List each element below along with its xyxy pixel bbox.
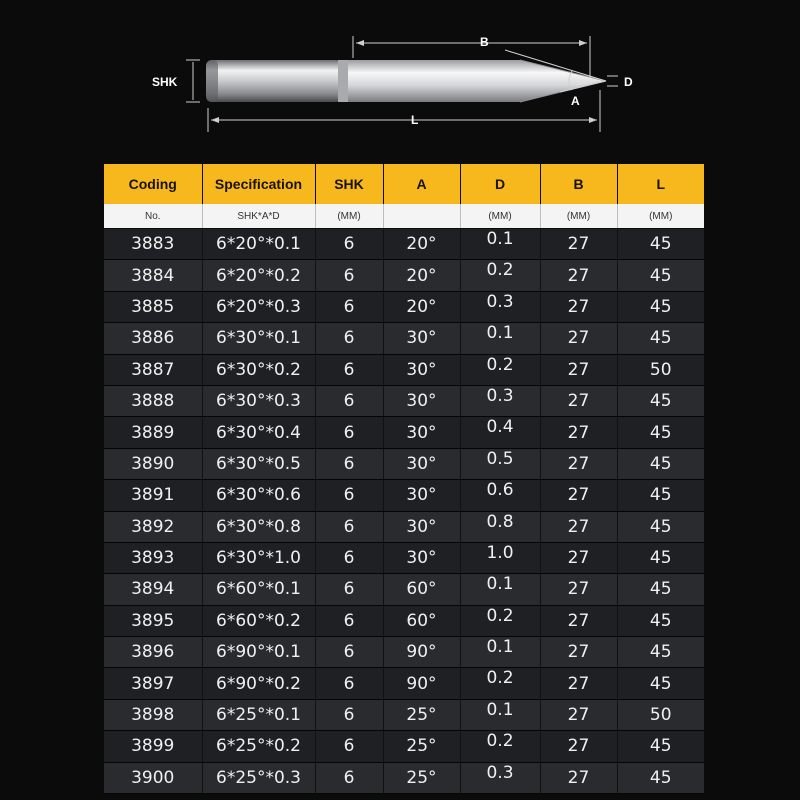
cell-b: 27: [540, 385, 617, 416]
cell-b: 27: [540, 762, 617, 793]
cell-l: 45: [617, 385, 704, 416]
cell-d: 0.2: [460, 668, 540, 699]
header-coding: Coding: [104, 164, 202, 204]
cell-specification: 6*90°*0.2: [202, 668, 315, 699]
cell-specification: 6*60°*0.1: [202, 574, 315, 605]
cell-l: 50: [617, 699, 704, 730]
cell-specification: 6*30°*1.0: [202, 542, 315, 573]
cell-d: 0.1: [460, 699, 540, 730]
header-shk: SHK: [315, 164, 383, 204]
table-row: [104, 511, 704, 542]
cell-a: 30°: [383, 480, 460, 511]
cell-shk: 6: [315, 542, 383, 573]
l-label: L: [411, 113, 419, 127]
unit-d: (MM): [460, 204, 540, 229]
cell-shk: 6: [315, 699, 383, 730]
cell-shk: 6: [315, 448, 383, 479]
header-l: L: [617, 164, 704, 204]
shk-label: SHK: [152, 75, 178, 89]
unit-coding: No.: [104, 204, 202, 229]
cell-specification: 6*30°*0.4: [202, 417, 315, 448]
cell-l: 50: [617, 354, 704, 385]
cell-l: 45: [617, 605, 704, 636]
table-row: [104, 323, 704, 354]
cell-coding: 3891: [104, 480, 202, 511]
cell-coding: 3898: [104, 699, 202, 730]
unit-shk: (MM): [315, 204, 383, 229]
table-row: [104, 542, 704, 573]
cell-l: 45: [617, 731, 704, 762]
header-d: D: [460, 164, 540, 204]
cell-shk: 6: [315, 385, 383, 416]
unit-l: (MM): [617, 204, 704, 229]
cell-coding: 3895: [104, 605, 202, 636]
cell-shk: 6: [315, 731, 383, 762]
cell-b: 27: [540, 229, 617, 260]
cell-l: 45: [617, 542, 704, 573]
cell-l: 45: [617, 323, 704, 354]
cell-b: 27: [540, 574, 617, 605]
cell-coding: 3884: [104, 260, 202, 291]
cell-shk: 6: [315, 668, 383, 699]
cell-a: 20°: [383, 229, 460, 260]
cell-a: 90°: [383, 668, 460, 699]
cell-shk: 6: [315, 354, 383, 385]
cell-b: 27: [540, 291, 617, 322]
cell-specification: 6*30°*0.6: [202, 480, 315, 511]
cell-specification: 6*30°*0.1: [202, 323, 315, 354]
cell-d: 0.3: [460, 291, 540, 322]
cell-shk: 6: [315, 637, 383, 668]
cell-d: 0.1: [460, 574, 540, 605]
cell-shk: 6: [315, 323, 383, 354]
cell-d: 0.3: [460, 762, 540, 793]
cell-specification: 6*20°*0.2: [202, 260, 315, 291]
cell-coding: 3900: [104, 762, 202, 793]
cell-l: 45: [617, 574, 704, 605]
cell-specification: 6*30°*0.2: [202, 354, 315, 385]
cell-l: 45: [617, 229, 704, 260]
cell-d: 0.2: [460, 354, 540, 385]
cell-coding: 3897: [104, 668, 202, 699]
table-row: [104, 668, 704, 699]
cell-d: 0.2: [460, 605, 540, 636]
engraving-bit-diagram: [0, 0, 800, 160]
cell-a: 90°: [383, 637, 460, 668]
cell-specification: 6*25°*0.1: [202, 699, 315, 730]
cell-coding: 3885: [104, 291, 202, 322]
cutting-tip: [348, 60, 606, 102]
cell-coding: 3888: [104, 385, 202, 416]
cell-coding: 3886: [104, 323, 202, 354]
cell-b: 27: [540, 354, 617, 385]
cell-l: 45: [617, 762, 704, 793]
cell-l: 45: [617, 260, 704, 291]
cell-shk: 6: [315, 480, 383, 511]
header-a: A: [383, 164, 460, 204]
cell-specification: 6*60°*0.2: [202, 605, 315, 636]
table-row: [104, 480, 704, 511]
table-row: [104, 448, 704, 479]
cell-coding: 3893: [104, 542, 202, 573]
table-row: [104, 574, 704, 605]
header-specification: Specification: [202, 164, 315, 204]
cell-specification: 6*20°*0.1: [202, 229, 315, 260]
cell-l: 45: [617, 291, 704, 322]
cell-specification: 6*20°*0.3: [202, 291, 315, 322]
table-row: [104, 731, 704, 762]
cell-a: 30°: [383, 511, 460, 542]
table-row: [104, 229, 704, 260]
cell-d: 0.1: [460, 229, 540, 260]
cell-a: 25°: [383, 762, 460, 793]
cell-d: 0.1: [460, 323, 540, 354]
cell-d: 0.4: [460, 417, 540, 448]
cell-specification: 6*25°*0.3: [202, 762, 315, 793]
table-row: [104, 260, 704, 291]
cell-a: 30°: [383, 323, 460, 354]
cell-d: 0.2: [460, 260, 540, 291]
unit-a: [383, 204, 460, 229]
cell-shk: 6: [315, 260, 383, 291]
cell-b: 27: [540, 668, 617, 699]
cell-coding: 3887: [104, 354, 202, 385]
table-row: [104, 762, 704, 793]
header-row: [104, 164, 704, 204]
cell-shk: 6: [315, 417, 383, 448]
cell-d: 0.1: [460, 637, 540, 668]
cell-a: 60°: [383, 605, 460, 636]
b-label: B: [480, 35, 489, 49]
cell-coding: 3889: [104, 417, 202, 448]
table-row: [104, 417, 704, 448]
cell-d: 0.2: [460, 731, 540, 762]
cell-b: 27: [540, 542, 617, 573]
units-row: [104, 204, 704, 229]
cell-b: 27: [540, 605, 617, 636]
cell-b: 27: [540, 417, 617, 448]
cell-a: 30°: [383, 417, 460, 448]
cell-b: 27: [540, 731, 617, 762]
cell-a: 30°: [383, 354, 460, 385]
table-row: [104, 637, 704, 668]
cell-l: 45: [617, 511, 704, 542]
table-row: [104, 605, 704, 636]
cell-a: 30°: [383, 385, 460, 416]
cell-coding: 3883: [104, 229, 202, 260]
cell-shk: 6: [315, 605, 383, 636]
cell-b: 27: [540, 448, 617, 479]
shank-body: [206, 60, 342, 102]
header-b: B: [540, 164, 617, 204]
cell-coding: 3890: [104, 448, 202, 479]
cell-l: 45: [617, 448, 704, 479]
d-label: D: [624, 75, 633, 89]
cell-b: 27: [540, 480, 617, 511]
cell-l: 45: [617, 668, 704, 699]
cell-b: 27: [540, 260, 617, 291]
cell-shk: 6: [315, 511, 383, 542]
cell-shk: 6: [315, 574, 383, 605]
cell-d: 0.6: [460, 480, 540, 511]
cell-b: 27: [540, 637, 617, 668]
cell-b: 27: [540, 699, 617, 730]
table-row: [104, 291, 704, 322]
cell-specification: 6*30°*0.8: [202, 511, 315, 542]
cell-specification: 6*90°*0.1: [202, 637, 315, 668]
cell-specification: 6*30°*0.3: [202, 385, 315, 416]
table-row: [104, 385, 704, 416]
unit-b: (MM): [540, 204, 617, 229]
table-body: [104, 229, 704, 794]
cell-coding: 3899: [104, 731, 202, 762]
cell-coding: 3892: [104, 511, 202, 542]
cell-coding: 3894: [104, 574, 202, 605]
cell-shk: 6: [315, 762, 383, 793]
table-row: [104, 354, 704, 385]
cell-a: 20°: [383, 260, 460, 291]
cell-l: 45: [617, 637, 704, 668]
cell-b: 27: [540, 323, 617, 354]
cell-a: 25°: [383, 731, 460, 762]
cell-l: 45: [617, 480, 704, 511]
cell-shk: 6: [315, 291, 383, 322]
cell-a: 60°: [383, 574, 460, 605]
cell-specification: 6*25°*0.2: [202, 731, 315, 762]
cell-a: 30°: [383, 542, 460, 573]
unit-specification: SHK*A*D: [202, 204, 315, 229]
cell-a: 20°: [383, 291, 460, 322]
cell-a: 25°: [383, 699, 460, 730]
cell-d: 0.8: [460, 511, 540, 542]
cell-b: 27: [540, 511, 617, 542]
cell-specification: 6*30°*0.5: [202, 448, 315, 479]
cell-coding: 3896: [104, 637, 202, 668]
cell-shk: 6: [315, 229, 383, 260]
bit-illustration: [0, 0, 800, 160]
table-row: [104, 699, 704, 730]
cell-d: 0.3: [460, 385, 540, 416]
cell-d: 1.0: [460, 542, 540, 573]
a-label: A: [571, 94, 580, 108]
cell-a: 30°: [383, 448, 460, 479]
cell-l: 45: [617, 417, 704, 448]
spec-table: [104, 164, 704, 794]
cell-d: 0.5: [460, 448, 540, 479]
